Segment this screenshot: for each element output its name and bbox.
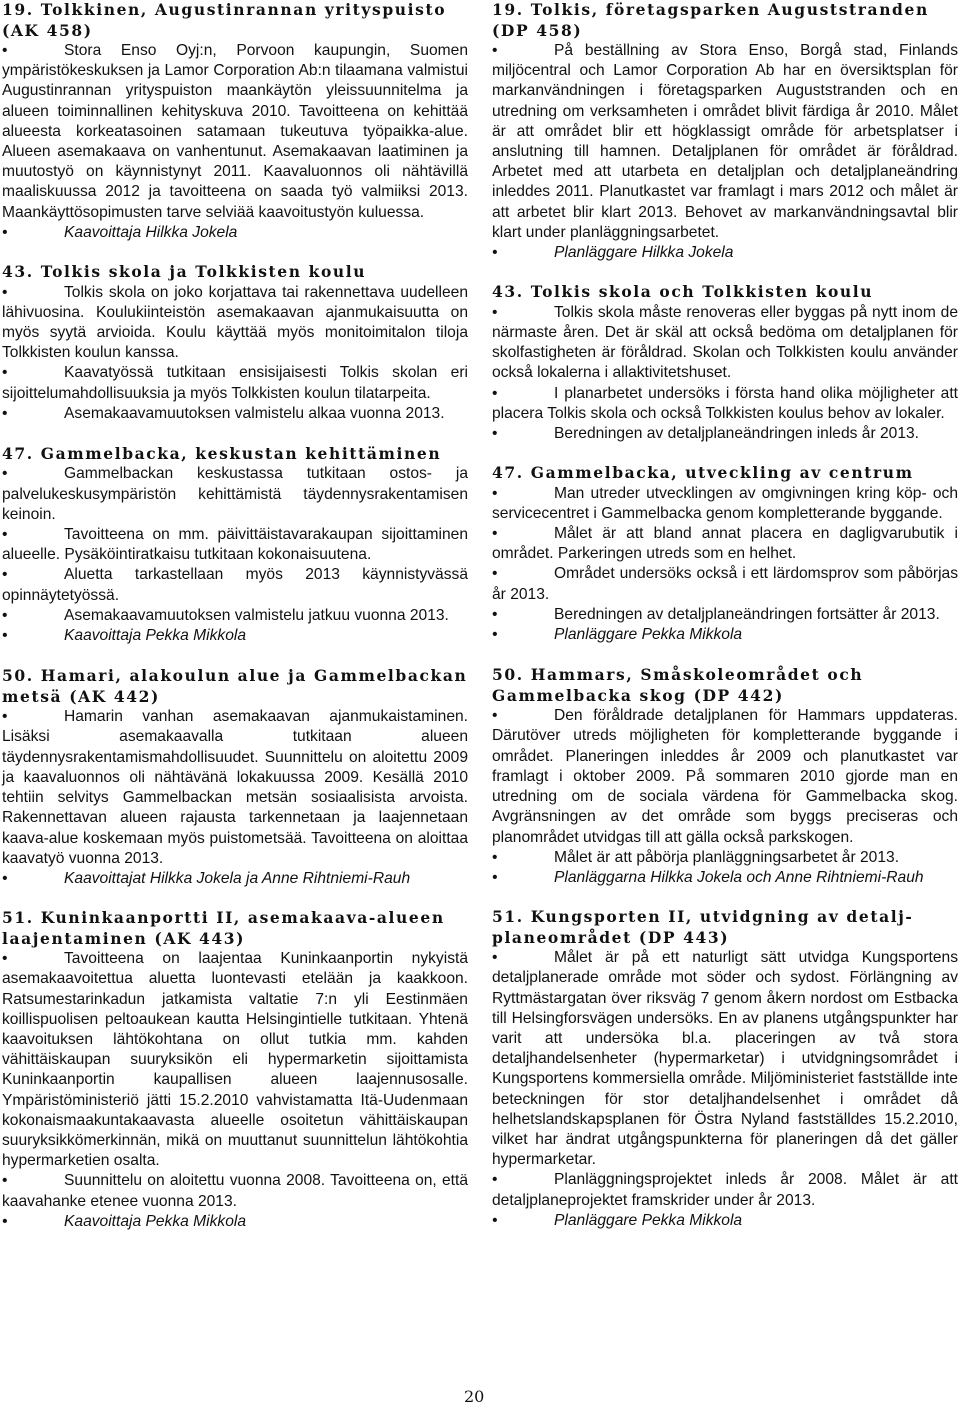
list-item: [492, 948, 958, 1170]
item-text: Tolkis skola on joko korjattava tai rakennettava uudelleen lähivuosina. Koulukiinteistön asemakaavan ajanmukaisuutta on myös syytä arvioida. Koulu käyttää myös monitoimitalon tiloja Tolkkisten koulun kanssa.: [2, 283, 468, 362]
item-list: [2, 41, 468, 243]
list-item: [492, 706, 958, 847]
section-51-sv: [492, 907, 958, 1231]
spacer: [2, 243, 468, 262]
item-text: Beredningen av detaljplaneändringen inleds år 2013.: [554, 424, 919, 442]
list-item: [492, 484, 958, 524]
section-title: 51. Kungsporten II, utvidgning av detalj-planeområdet (DP 443): [492, 907, 914, 947]
section-19-sv: [492, 0, 958, 263]
planner-name: Planläggarna Hilkka Jokela och Anne Rihtniemi-Rauh: [554, 868, 924, 886]
bullet-icon: •: [2, 364, 8, 382]
item-text: Asemakaavamuutoksen valmistelu alkaa vuonna 2013.: [64, 404, 445, 422]
left-column: [2, 0, 468, 1232]
bullet-icon: •: [2, 708, 8, 726]
bullet-icon: •: [2, 223, 8, 241]
list-item-planner: [492, 625, 958, 645]
section-title: 51. Kuninkaanportti II, asemakaava-alueen laajentaminen (AK 443): [2, 908, 445, 948]
section-title: 50. Hamari, alakoulun alue ja Gammelbackan metsä (AK 442): [2, 666, 468, 706]
planner-name: Planläggare Pekka Mikkola: [554, 626, 743, 644]
spacer: [492, 888, 958, 907]
list-item: [2, 525, 468, 565]
item-text: Suunnittelu on aloitettu vuonna 2008. Tavoitteena on, että kaavahanke etenee vuonna 2013.: [2, 1172, 468, 1210]
item-text: Planläggningsprojektet inleds år 2008. Målet är att detaljplaneprojektet framskrider under år 2013.: [492, 1171, 958, 1209]
item-list: [492, 303, 958, 444]
list-item: [492, 605, 958, 625]
planner-name: Kaavoittaja Pekka Mikkola: [64, 1212, 247, 1230]
item-text: Tavoitteena on laajentaa Kuninkaanportin nykyistä asemakaavoitettua aluetta luontevasti etelään ja kaakkoon. Ratsumestarinkadun jatkamista valtatie 7:n yli Eestinmäen koillispuolisen peltoaukean kautta Helsingintielle tutkitaan. Yhtenä kaavoituksen lähtökohtana on ollut tutkia mm. kahden vähittäiskaupan suuryksikön eli hypermarketin sijoittamista Kuninkaanportin kaupallisen alueen laajennusosalle. Ympäristöministeriö jätti 15.2.2010 vahvistamatta Itä-Uudenmaan kokonaismaakuntakaavasta alueelle osoitetun vähittäiskaupan suuryksikkömerkinnän, mikä on muuttanut suunnittelun lähtökohtia hypermarketien osalta.: [2, 950, 468, 1170]
bullet-icon: •: [2, 465, 8, 483]
planner-name: Planläggare Pekka Mikkola: [554, 1211, 743, 1229]
item-list: [2, 707, 468, 889]
list-item: [492, 41, 958, 243]
list-item: [2, 565, 468, 605]
list-item: [492, 303, 958, 384]
spacer: [2, 424, 468, 444]
planner-name: Planläggare Hilkka Jokela: [554, 244, 734, 262]
list-item-planner: [2, 626, 468, 646]
bullet-icon: •: [492, 848, 498, 866]
spacer: [2, 889, 468, 908]
item-text: Beredningen av detaljplaneändringen fortsätter år 2013.: [554, 605, 940, 623]
item-text: Stora Enso Oyj:n, Porvoon kaupungin, Suomen ympäristökeskuksen ja Lamor Corporation Ab:n tilaamana valmistui Augustinrannan yrityspuiston maankäytön yleissuunnitelma ja alueen toiminnallinen kehityskuva 2010. Tavoitteena on kehittää alueesta korkeatasoinen satamaan tukeutuva työpaikka-alue. Alueen asemakaava on vanhentunut. Asemakaavan laatiminen ja muutostyö on käynnistynyt 2011. Kaavaluonnos oli nähtävillä maaliskuussa 2012 ja tavoitteena on saada työ valmiiksi 2013. Maankäyttösopimusten tarve selviää kaavoitustyön kuluessa.: [2, 42, 468, 221]
bullet-icon: •: [492, 384, 498, 402]
list-item: [2, 949, 468, 1171]
bullet-icon: •: [2, 566, 8, 584]
bullet-icon: •: [492, 626, 498, 644]
item-text: Hamarin vanhan asemakaavan ajanmukaistaminen. Lisäksi asemakaavalla tutkitaan alueen täydennysrakentamismahdollisuudet. Suunnittelu on aloitettu 2009 ja kaavaluonnos oli nähtävänä lokakuussa 2009. Kesällä 2010 tehtiin selvitys Gammelbackan metsän sosiaalisista arvoista. Rakennettavan alueen rajausta tarkennetaan ja laajennetaan kaava-alue koskemaan myös puistometsää. Tavoitteena on aloittaa kaavatyö vuonna 2013.: [2, 708, 468, 867]
spacer: [492, 263, 958, 282]
item-text: Asemakaavamuutoksen valmistelu jatkuu vuonna 2013.: [64, 606, 449, 624]
bullet-icon: •: [2, 627, 8, 645]
item-text: Aluetta tarkastellaan myös 2013 käynnistyvässä opinnäytetyössä.: [2, 566, 468, 604]
list-item-planner: [2, 869, 468, 889]
list-item: [492, 1170, 958, 1210]
bullet-icon: •: [2, 283, 8, 301]
bullet-icon: •: [492, 1171, 498, 1189]
bullet-icon: •: [492, 42, 498, 59]
item-text: Man utreder utvecklingen av omgivningen kring köp- och servicecentret i Gammelbacka genom kompletterande byggande.: [492, 484, 958, 522]
section-title: 19. Tolkis, företagsparken Auguststranden (DP 458): [492, 0, 929, 40]
item-text: Tavoitteena on mm. päivittäistavarakaupan sijoittaminen alueelle. Pysäköintiratkaisu tutkitaan kokonaisuutena.: [2, 526, 468, 564]
item-list: [492, 484, 958, 646]
bullet-icon: •: [492, 525, 498, 543]
section-47-fi: [2, 444, 468, 646]
item-text: Området undersöks också i ett lärdomsprov som påbörjas år 2013.: [492, 565, 958, 603]
bullet-icon: •: [492, 565, 498, 583]
item-text: Målet är att bland annat placera en dagligvarubutik i området. Parkeringen utreds som en helhet.: [492, 525, 958, 563]
section-43-sv: [492, 282, 958, 444]
list-item: [2, 464, 468, 525]
page-number: 20: [464, 1387, 485, 1406]
bullet-icon: •: [492, 484, 498, 502]
section-50-fi: [2, 666, 468, 889]
section-title: 19. Tolkkinen, Augustinrannan yrityspuisto (AK 458): [2, 0, 447, 40]
list-item: [2, 41, 468, 223]
planner-name: Kaavoittajat Hilkka Jokela ja Anne Rihtniemi-Rauh: [64, 869, 411, 887]
bullet-icon: •: [2, 1212, 8, 1230]
bullet-icon: •: [492, 424, 498, 442]
list-item: [492, 848, 958, 868]
item-list: [2, 283, 468, 424]
item-list: [492, 41, 958, 263]
planner-name: Kaavoittaja Pekka Mikkola: [64, 627, 247, 645]
item-text: Gammelbackan keskustassa tutkitaan ostos- ja palvelukeskusympäristön kehittämistä täydennysrakentamisen keinoin.: [2, 465, 468, 523]
bullet-icon: •: [492, 707, 498, 725]
item-list: [492, 706, 958, 888]
bullet-icon: •: [2, 950, 8, 968]
bullet-icon: •: [492, 868, 498, 886]
list-item-planner: [492, 1211, 958, 1231]
spacer: [2, 646, 468, 666]
bullet-icon: •: [492, 1211, 498, 1229]
list-item: [492, 564, 958, 604]
bullet-icon: •: [2, 1172, 8, 1190]
planner-name: Kaavoittaja Hilkka Jokela: [64, 223, 238, 241]
spacer: [492, 444, 958, 463]
bullet-icon: •: [492, 303, 498, 321]
section-title: 43. Tolkis skola och Tolkkisten koulu: [492, 282, 874, 302]
section-title: 47. Gammelbacka, keskustan kehittäminen: [2, 443, 442, 463]
right-column: [492, 0, 958, 1231]
section-19-fi: [2, 0, 468, 243]
section-title: 50. Hammars, Småskoleområdet och Gammelbacka skog (DP 442): [492, 665, 864, 705]
section-43-fi: [2, 262, 468, 424]
bullet-icon: •: [492, 949, 498, 967]
bullet-icon: •: [2, 526, 8, 544]
list-item: [2, 363, 468, 403]
item-text: Målet är på ett naturligt sätt utvidga Kungsportens detaljplanerade område mot söder och sydost. Förlängning av Ryttmästargatan över riksväg 7 genom åkern nordost om Estbacka till Helsingforsvägen undersöks. En av planens utgångspunkter har varit att undersöka bl.a. placeringen av två stora detaljhandelsenheter (hypermarketar) i utvidgningsområdet i Kungsportens kommersiella område. Miljöministeriet fastställde inte beteckningen för stor detaljhandelsenhet i området då helhetslandskapsplanen för Östra Nyland fastställdes 15.2.2010, vilket har ändrat utgångspunkterna för planeringen då det gäller hypermarketar.: [492, 949, 958, 1169]
bullet-icon: •: [492, 244, 498, 262]
list-item: [2, 283, 468, 364]
item-list: [2, 949, 468, 1232]
section-title: 43. Tolkis skola ja Tolkkisten koulu: [2, 262, 367, 282]
list-item: [2, 404, 468, 424]
section-51-fi: [2, 908, 468, 1232]
bullet-icon: •: [2, 606, 8, 624]
list-item-planner: [492, 868, 958, 888]
item-list: [2, 464, 468, 646]
list-item-planner: [2, 223, 468, 243]
list-item: [2, 1171, 468, 1211]
item-text: I planarbetet undersöks i första hand olika möjligheter att placera Tolkis skola och också Tolkkisten koulus behov av lokaler.: [492, 384, 958, 422]
section-50-sv: [492, 665, 958, 888]
bullet-icon: •: [2, 404, 8, 422]
item-list: [492, 948, 958, 1231]
list-item: [2, 707, 468, 869]
section-title: 47. Gammelbacka, utveckling av centrum: [492, 463, 914, 483]
bullet-icon: •: [2, 42, 8, 59]
item-text: På beställning av Stora Enso, Borgå stad, Finlands miljöcentral och Lamor Corporation Ab har en översiktsplan för markanvändningen i företagsparken Auguststranden och en utredning om verksamheten i området blivit färdiga år 2010. Målet är att området blir ett högklassigt område för arbetsplatser i anslutning till hamnen. Detaljplanen för området är föråldrad. Arbetet med att utarbeta en detaljplan och detaljplaneändring inleddes 2011. Planutkastet var framlagt i mars 2012 och målet är att arbetet blir klart 2013. Behovet av markanvändningsavtal blir klart under planläggningsarbetet.: [492, 42, 958, 241]
list-item: [492, 524, 958, 564]
item-text: Kaavatyössä tutkitaan ensisijaisesti Tolkis skolan eri sijoittelumahdollisuuksia ja myös Tolkkisten koulun tilatarpeita.: [2, 364, 468, 402]
spacer: [492, 645, 958, 665]
list-item: [492, 384, 958, 424]
item-text: Tolkis skola måste renoveras eller byggas på nytt inom de närmaste åren. Det är skäl att också bedöma om detaljplanen för skolfastigheten är föråldrad. Skolan och Tolkkisten koulu använder också lokalerna i allaktivitetshuset.: [492, 303, 958, 382]
section-47-sv: [492, 463, 958, 645]
bullet-icon: •: [492, 605, 498, 623]
list-item-planner: [2, 1212, 468, 1232]
list-item: [2, 606, 468, 626]
list-item: [492, 424, 958, 444]
item-text: Målet är att påbörja planläggningsarbetet år 2013.: [554, 848, 900, 866]
list-item-planner: [492, 243, 958, 263]
bullet-icon: •: [2, 869, 8, 887]
item-text: Den föråldrade detaljplanen för Hammars uppdateras. Därutöver utreds möjligheten för kompletterande byggande i området. Planeringen inleddes år 2009 och planutkastet var framlagt i oktober 2009. På sommaren 2010 gjorde man en utredning om de sociala värdena för Gammelbacka skog. Avgränsningen av det område som byggs preciseras och planområdet utvidgas till att gälla också parkskogen.: [492, 707, 958, 846]
